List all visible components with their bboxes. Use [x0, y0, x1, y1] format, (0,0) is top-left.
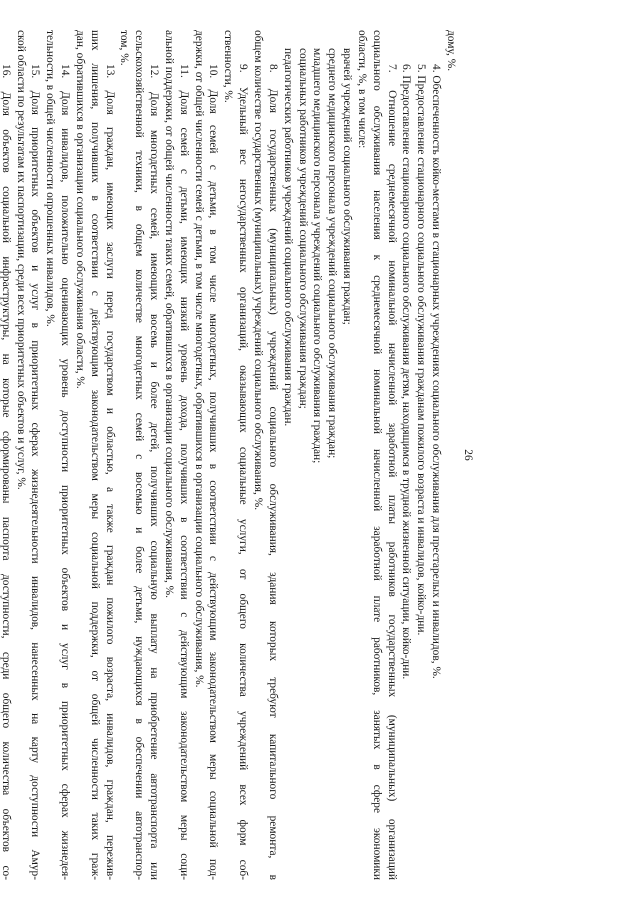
- text-line: среднего медицинского персонала учреждений социального обслуживания граждан;: [326, 48, 339, 459]
- text-line: 6. Предоставление стационарного социального обслуживания детям, находящимся в трудной жизненной ситуации, койко-дни.: [400, 64, 413, 680]
- text-line: 13. Доля граждан, имеющих заслуги перед государством и областью, а также граждан пожилого возраста, инвалидов, граждан, пережив-: [103, 64, 116, 880]
- text-line: 16. Доля объектов социальной инфраструктуры, на которые сформированы паспорта доступности, среди общего количества объектов со-: [0, 64, 12, 880]
- text-line: социальных работников учреждений социального обслуживания граждан;: [296, 48, 309, 409]
- text-line: 12. Доля многодетных семей, имеющих восемь и более детей, получивших социальную выплату на приобретение автотранспорта или: [148, 64, 161, 880]
- text-line: социального обслуживания населения к среднемесячной номинальной начисленной заработной плате работников, занятых в сфере экономики: [370, 30, 383, 880]
- rotated-text-block: [0, 30, 620, 880]
- text-line: 9. Удельный вес негосударственных организаций, оказывающих социальные услуги, от общего количества учреждений всех форм соб-: [237, 64, 250, 880]
- text-line: ших лишения, получивших в соответствии с действующим законодательством меры социальной поддержки, от общей численности таких граж-: [88, 30, 101, 880]
- text-line: врачей учреждений социального обслуживания граждан;: [341, 48, 354, 325]
- text-line: младшего медицинского персонала учреждений социального обслуживания граждан;: [311, 48, 324, 464]
- text-line: дан, обратившихся в организации социального обслуживания области, %.: [73, 30, 86, 389]
- text-line: 10. Доля семей с детьми, в том числе многодетных, получивших в соответствии с действующим законодательством меры социальной под-: [207, 64, 220, 880]
- text-line: том, %.: [118, 30, 131, 66]
- text-line: 11. Доля семей с детьми, имеющих низкий уровень дохода, получивших в соответствии с действующим законодательством меры соци-: [177, 64, 190, 880]
- text-line: области, %, в том числе:: [355, 30, 368, 149]
- text-line: 5. Предоставление стационарного социального обслуживания гражданам пожилого возраста и инвалидов, койко-дни.: [415, 64, 428, 636]
- text-line: 8. Доля государственных (муниципальных) учреждений социального обслуживания, здания которых требуют капитального ремонта, в: [266, 64, 279, 880]
- text-line: ской области по результатам их паспортизации, среди всех приоритетных объектов и услуг, %.: [14, 30, 27, 490]
- text-line: 14. Доля инвалидов, положительно оценивающих уровень доступности приоритетных объектов и услуг в приоритетных сферах жизнедея-: [59, 64, 72, 880]
- text-line: ственности, %.: [222, 30, 235, 103]
- text-line: альной поддержки, от общей численности таких семей, обратившихся в организации социального обслуживания, %.: [162, 30, 175, 599]
- text-line: 15. Доля приоритетных объектов и услуг в приоритетных сферах жизнедеятельности инвалидов, нанесенных на карту доступности Амур-: [29, 64, 42, 880]
- text-line: держки, от общей численности семей с детьми, в том числе многодетных, обратившихся в организации социального обслуживания, %.: [192, 30, 205, 688]
- text-line: сельскохозяйственной техники, в общем количестве многодетных семей с восемью и более детьми, нуждающихся в обеспечении автотранспор-: [133, 30, 146, 880]
- text-line: педагогических работников учреждений социального обслуживания граждан.: [281, 48, 294, 427]
- text-line: 4. Обеспеченность койко-местами в стационарных учреждениях социального обслуживания для престарелых и инвалидов, %.: [430, 64, 443, 679]
- page-number: 26: [462, 449, 474, 461]
- text-body: [0, 30, 458, 880]
- text-line: 7. Отношение среднемесячной номинальной начисленной заработной платы работников государственных (муниципальных) организаций: [385, 64, 398, 880]
- text-line: тельности, в общей численности опрошенных инвалидов, %.: [44, 30, 57, 327]
- text-line: общем количестве государственных (муниципальных) учреждений социального обслуживания, %.: [252, 30, 265, 511]
- text-line: дому, %.: [445, 30, 457, 72]
